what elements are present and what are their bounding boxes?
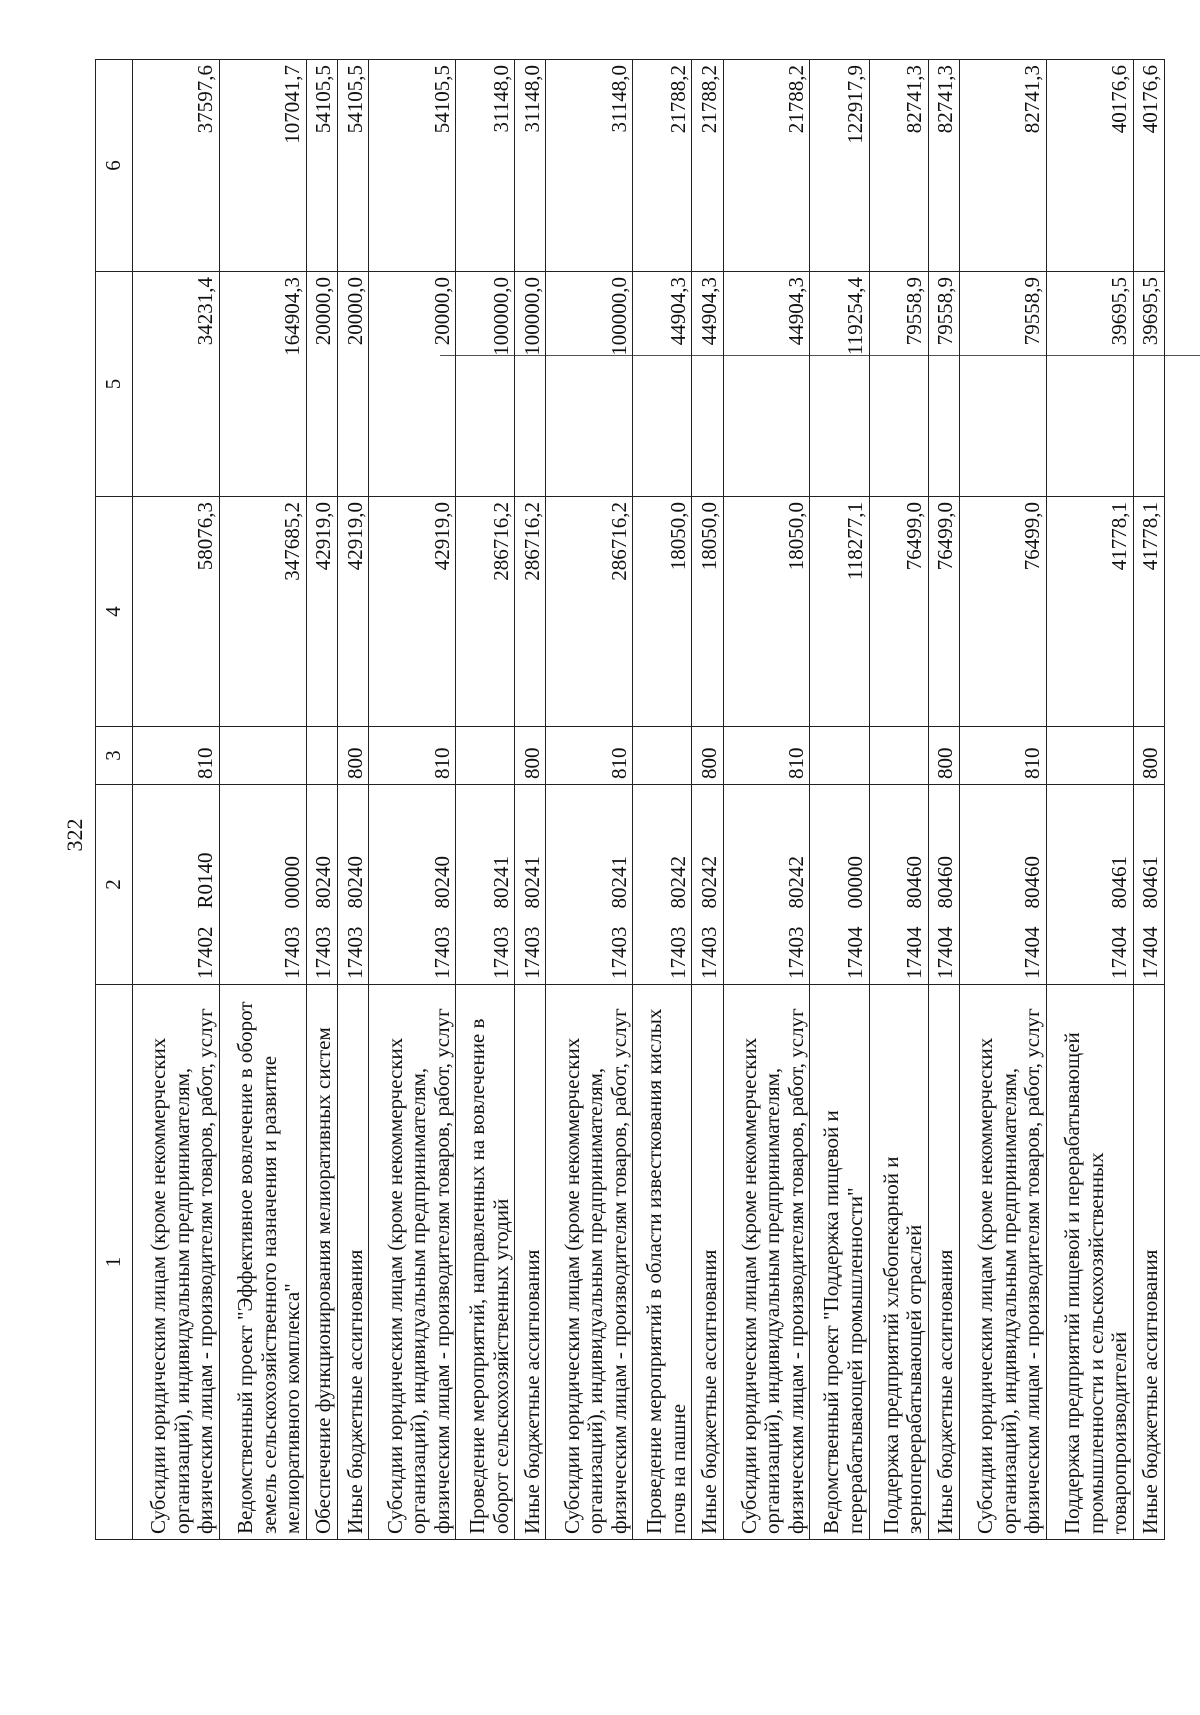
row-code	[337, 785, 368, 985]
row-value-col6: 82741,3	[869, 60, 928, 272]
row-value-col5: 79558,9	[869, 272, 928, 497]
row-code	[723, 785, 810, 985]
row-expense-type	[306, 727, 337, 785]
row-value-col4: 41778,1	[1133, 497, 1164, 727]
table-header-row	[96, 60, 133, 1540]
code-direction: 80240	[342, 856, 367, 909]
code-program: 17403	[519, 926, 544, 979]
row-value-col4: 18050,0	[692, 497, 723, 727]
table-row	[337, 60, 368, 1540]
code-direction: 00000	[280, 856, 305, 909]
row-value-col5: 100000,0	[546, 272, 633, 497]
row-code	[219, 785, 306, 985]
row-value-col5: 20000,0	[337, 272, 368, 497]
row-value-col6: 54105,5	[337, 60, 368, 272]
code-program: 17404	[1020, 926, 1045, 979]
row-code	[1046, 785, 1133, 985]
code-direction: 80242	[783, 856, 808, 909]
code-program: 17403	[606, 926, 631, 979]
table-row	[1133, 60, 1164, 1540]
row-code	[810, 785, 869, 985]
code-program: 17404	[1138, 926, 1163, 979]
row-value-col4: 41778,1	[1046, 497, 1133, 727]
code-program: 17404	[1107, 926, 1132, 979]
row-code	[306, 785, 337, 985]
row-value-col6: 54105,5	[369, 60, 456, 272]
code-direction: 80241	[606, 856, 631, 909]
row-expense-type: 810	[369, 727, 456, 785]
table-row	[133, 60, 220, 1540]
row-description: Проведение мероприятий, направленных на вовлечение в оборот сельскохозяйственных угодий	[456, 985, 515, 1540]
row-value-col4: 118277,1	[810, 497, 869, 727]
row-expense-type: 800	[692, 727, 723, 785]
code-program: 17403	[342, 926, 367, 979]
code-program: 17402	[193, 926, 218, 979]
row-code	[456, 785, 515, 985]
code-direction: 80460	[1020, 856, 1045, 909]
row-expense-type: 800	[337, 727, 368, 785]
row-description: Иные бюджетные ассигнования	[515, 985, 546, 1540]
table-row	[546, 60, 633, 1540]
row-value-col6: 31148,0	[456, 60, 515, 272]
column-header: 4	[96, 497, 133, 727]
row-value-col5: 100000,0	[456, 272, 515, 497]
row-value-col6: 82741,3	[959, 60, 1046, 272]
row-value-col6: 54105,5	[306, 60, 337, 272]
table-row	[633, 60, 692, 1540]
row-description: Ведомственный проект "Эффективное вовлечение в оборот земель сельскохозяйственного назначения и развитие мелиоративного комплекса"	[219, 985, 306, 1540]
column-header: 6	[96, 60, 133, 272]
budget-table	[95, 59, 1165, 1540]
table-row	[306, 60, 337, 1540]
code-direction: 80460	[933, 856, 958, 909]
row-expense-type	[810, 727, 869, 785]
table-row	[219, 60, 306, 1540]
row-description: Поддержка предприятий пищевой и перерабатывающей промышленности и сельскохозяйственных товаропроизводителей	[1046, 985, 1133, 1540]
row-value-col6: 31148,0	[515, 60, 546, 272]
row-value-col4: 347685,2	[219, 497, 306, 727]
column-header: 2	[96, 785, 133, 985]
row-value-col4: 58076,3	[133, 497, 220, 727]
row-code	[546, 785, 633, 985]
row-value-col6: 122917,9	[810, 60, 869, 272]
code-direction: 80460	[902, 856, 927, 909]
code-program: 17403	[280, 926, 305, 979]
row-value-col6: 21788,2	[633, 60, 692, 272]
row-value-col6: 40176,6	[1046, 60, 1133, 272]
row-value-col6: 21788,2	[723, 60, 810, 272]
row-code	[1133, 785, 1164, 985]
row-expense-type: 810	[723, 727, 810, 785]
row-expense-type	[869, 727, 928, 785]
row-description: Иные бюджетные ассигнования	[337, 985, 368, 1540]
row-description: Проведение мероприятий в области известкования кислых почв на пашне	[633, 985, 692, 1540]
row-value-col5: 20000,0	[306, 272, 337, 497]
code-program: 17403	[783, 926, 808, 979]
code-direction: 80242	[697, 856, 722, 909]
row-value-col6: 40176,6	[1133, 60, 1164, 272]
row-value-col5: 39695,5	[1133, 272, 1164, 497]
row-value-col4: 76499,0	[959, 497, 1046, 727]
row-value-col4: 286716,2	[456, 497, 515, 727]
code-direction: 00000	[843, 856, 867, 909]
row-code	[692, 785, 723, 985]
row-expense-type	[633, 727, 692, 785]
row-value-col6: 31148,0	[546, 60, 633, 272]
row-expense-type: 800	[928, 727, 959, 785]
row-value-col5: 44904,3	[633, 272, 692, 497]
table-body	[133, 60, 1165, 1540]
table-row	[959, 60, 1046, 1540]
table-row	[869, 60, 928, 1540]
row-value-col4: 42919,0	[369, 497, 456, 727]
code-program: 17403	[665, 926, 690, 979]
row-code	[869, 785, 928, 985]
row-value-col4: 42919,0	[337, 497, 368, 727]
table-row	[1046, 60, 1133, 1540]
row-expense-type: 800	[1133, 727, 1164, 785]
table-row	[723, 60, 810, 1540]
code-direction: 80241	[519, 856, 544, 909]
row-code	[959, 785, 1046, 985]
row-value-col6: 37597,6	[133, 60, 220, 272]
code-direction: 80461	[1107, 856, 1132, 909]
row-description: Субсидии юридическим лицам (кроме некоммерческих организаций), индивидуальным предпринимателям, физическим лицам - производителям товаров, работ, услуг	[133, 985, 220, 1540]
code-program: 17404	[902, 926, 927, 979]
table-row	[456, 60, 515, 1540]
row-code	[369, 785, 456, 985]
row-expense-type: 810	[133, 727, 220, 785]
table-row	[692, 60, 723, 1540]
row-description: Обеспечение функционирования мелиоративных систем	[306, 985, 337, 1540]
row-expense-type: 800	[515, 727, 546, 785]
row-description: Ведомственный проект "Поддержка пищевой и перерабатывающей промышленности"	[810, 985, 869, 1540]
row-value-col5: 44904,3	[723, 272, 810, 497]
row-description: Субсидии юридическим лицам (кроме некоммерческих организаций), индивидуальным предпринимателям, физическим лицам - производителям товаров, работ, услуг	[959, 985, 1046, 1540]
row-value-col4: 42919,0	[306, 497, 337, 727]
code-direction: 80241	[488, 856, 513, 909]
row-value-col5: 119254,4	[810, 272, 869, 497]
code-program: 17404	[843, 926, 867, 979]
code-program: 17403	[311, 926, 336, 979]
row-code	[633, 785, 692, 985]
code-program: 17403	[697, 926, 722, 979]
row-value-col5: 20000,0	[369, 272, 456, 497]
row-value-col5: 34231,4	[133, 272, 220, 497]
code-program: 17404	[933, 926, 958, 979]
row-code	[515, 785, 546, 985]
table-row	[369, 60, 456, 1540]
table-row	[515, 60, 546, 1540]
row-description: Иные бюджетные ассигнования	[692, 985, 723, 1540]
row-value-col4: 76499,0	[928, 497, 959, 727]
row-code	[928, 785, 959, 985]
code-direction: 80240	[429, 856, 454, 909]
row-description: Субсидии юридическим лицам (кроме некоммерческих организаций), индивидуальным предпринимателям, физическим лицам - производителям товаров, работ, услуг	[369, 985, 456, 1540]
rotated-page-content	[95, 60, 1165, 1540]
row-description: Иные бюджетные ассигнования	[1133, 985, 1164, 1540]
code-program: 17403	[488, 926, 513, 979]
row-value-col6: 21788,2	[692, 60, 723, 272]
row-value-col5: 79558,9	[959, 272, 1046, 497]
row-description: Субсидии юридическим лицам (кроме некоммерческих организаций), индивидуальным предпринимателям, физическим лицам - производителям товаров, работ, услуг	[546, 985, 633, 1540]
column-header: 5	[96, 272, 133, 497]
row-value-col4: 286716,2	[546, 497, 633, 727]
code-direction: 80242	[665, 856, 690, 909]
page-number: 322	[62, 818, 87, 852]
table-row	[928, 60, 959, 1540]
row-description: Субсидии юридическим лицам (кроме некоммерческих организаций), индивидуальным предпринимателям, физическим лицам - производителям товаров, работ, услуг	[723, 985, 810, 1540]
row-expense-type	[1046, 727, 1133, 785]
table-row	[810, 60, 869, 1540]
row-expense-type: 810	[959, 727, 1046, 785]
row-value-col4: 18050,0	[723, 497, 810, 727]
code-direction: R0140	[193, 852, 218, 909]
row-value-col5: 100000,0	[515, 272, 546, 497]
row-value-col4: 286716,2	[515, 497, 546, 727]
row-value-col4: 18050,0	[633, 497, 692, 727]
row-value-col5: 44904,3	[692, 272, 723, 497]
row-description: Поддержка предприятий хлебопекарной и зерноперерабатывающей отраслей	[869, 985, 928, 1540]
row-code	[133, 785, 220, 985]
code-program: 17403	[429, 926, 454, 979]
row-expense-type	[219, 727, 306, 785]
row-expense-type: 810	[546, 727, 633, 785]
column-header: 1	[96, 985, 133, 1540]
code-direction: 80461	[1138, 856, 1163, 909]
row-value-col6: 82741,3	[928, 60, 959, 272]
row-value-col6: 107041,7	[219, 60, 306, 272]
column-header: 3	[96, 727, 133, 785]
row-expense-type	[456, 727, 515, 785]
code-direction: 80240	[311, 856, 336, 909]
row-value-col5: 164904,3	[219, 272, 306, 497]
row-description: Иные бюджетные ассигнования	[928, 985, 959, 1540]
row-value-col4: 76499,0	[869, 497, 928, 727]
row-value-col5: 79558,9	[928, 272, 959, 497]
row-value-col5: 39695,5	[1046, 272, 1133, 497]
